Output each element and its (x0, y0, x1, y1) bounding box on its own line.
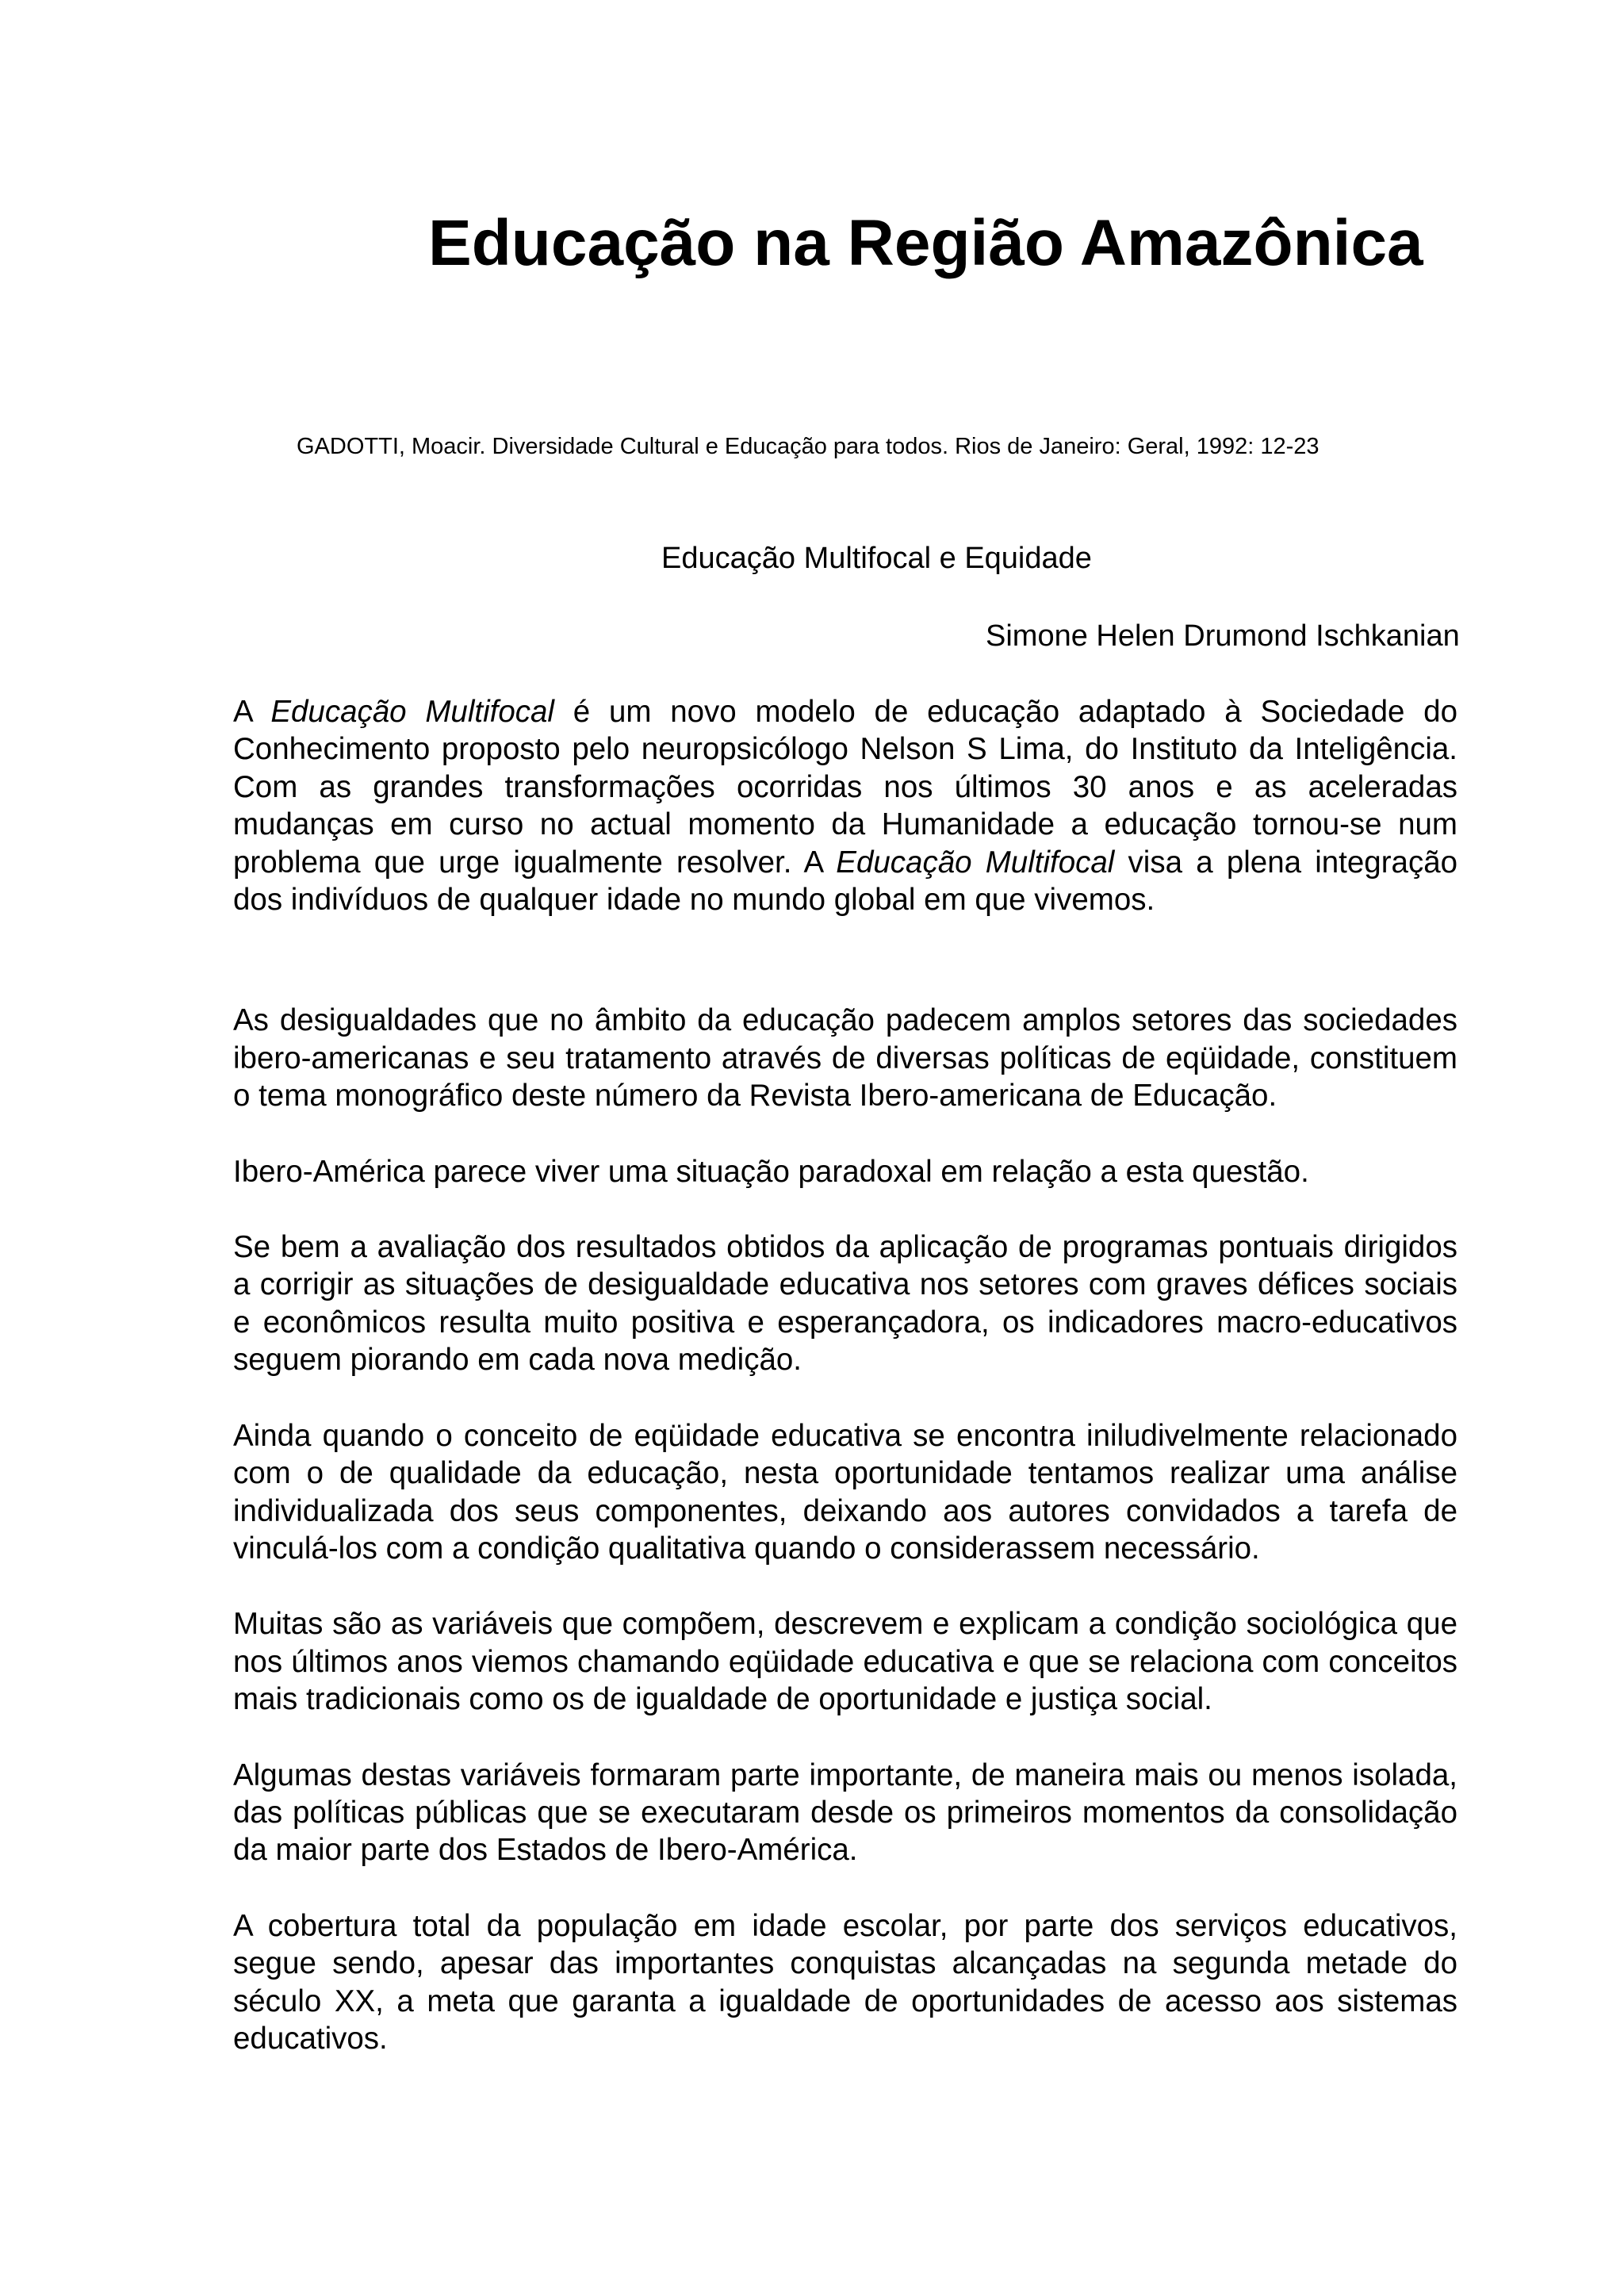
article-subtitle: Educação Multifocal e Equidade (661, 542, 1092, 575)
body-paragraph: Muitas são as variáveis que compõem, descrevem e explicam a condição sociológica que nos últimos anos viemos chamando eqüidade educativa e que se relaciona com conceitos mais tradicionais como os de igualdade de oportunidade e justiça social. (233, 1607, 1457, 1717)
body-paragraph: A cobertura total da população em idade escolar, por parte dos serviços educativos, segue sendo, apesar das importantes conquistas alcançadas na segunda metade do século XX, a meta que garanta a igualdade de oportunidades de acesso aos sistemas educativos. (233, 1908, 1457, 2056)
article-body (233, 693, 1457, 2095)
body-paragraph: Se bem a avaliação dos resultados obtidos da aplicação de programas pontuais dirigidos a corrigir as situações de desigualdade educativa nos setores com graves défices sociais e econômicos resulta muito positiva e esperançadora, os indicadores macro-educativos seguem piorando em cada nova medição. (233, 1230, 1457, 1378)
body-paragraph: Algumas destas variáveis formaram parte importante, de maneira mais ou menos isolada, das políticas públicas que se executaram desde os primeiros momentos da consolidação da maior parte dos Estados de Ibero-América. (233, 1757, 1457, 1868)
body-paragraph: Ibero-América parece viver uma situação paradoxal em relação a esta questão. (233, 1154, 1309, 1189)
bibliographic-citation: GADOTTI, Moacir. Diversidade Cultural e Educação para todos. Rios de Janeiro: Geral, 1992: 12-23 (297, 434, 1320, 459)
body-paragraph: Ainda quando o conceito de eqüidade educativa se encontra iniludivelmente relacionado com o de qualidade da educação, nesta oportunidade tentamos realizar uma análise individualizada dos seus componentes, deixando aos autores convidados a tarefa de vinculá-los com a condição qualitativa quando o considerassem necessário. (233, 1418, 1457, 1566)
document-title: Educação na Região Amazônica (428, 207, 1423, 279)
body-paragraph: As desigualdades que no âmbito da educação padecem amplos setores das sociedades ibero-americanas e seu tratamento através de diversas políticas de eqüidade, constituem o tema monográfico deste número da Revista Ibero-americana de Educação. (233, 1003, 1457, 1114)
emphasis-term: Educação Multifocal (836, 845, 1115, 880)
intro-paragraph: A Educação Multifocal é um novo modelo de educação adaptado à Sociedade do Conhecimento proposto pelo neuropsicólogo Nelson S Lima, do Instituto da Inteligência. Com as grandes transformações ocorridas nos últimos 30 anos e as aceleradas mudanças em curso no actual momento da Humanidade a educação tornou-se num problema que urge igualmente resolver. A Educação Multifocal visa a plena integração dos indivíduos de qualquer idade no mundo global em que vivemos. (233, 695, 1458, 918)
article-author: Simone Helen Drumond Ischkanian (986, 619, 1460, 653)
emphasis-term: Educação Multifocal (270, 695, 554, 729)
